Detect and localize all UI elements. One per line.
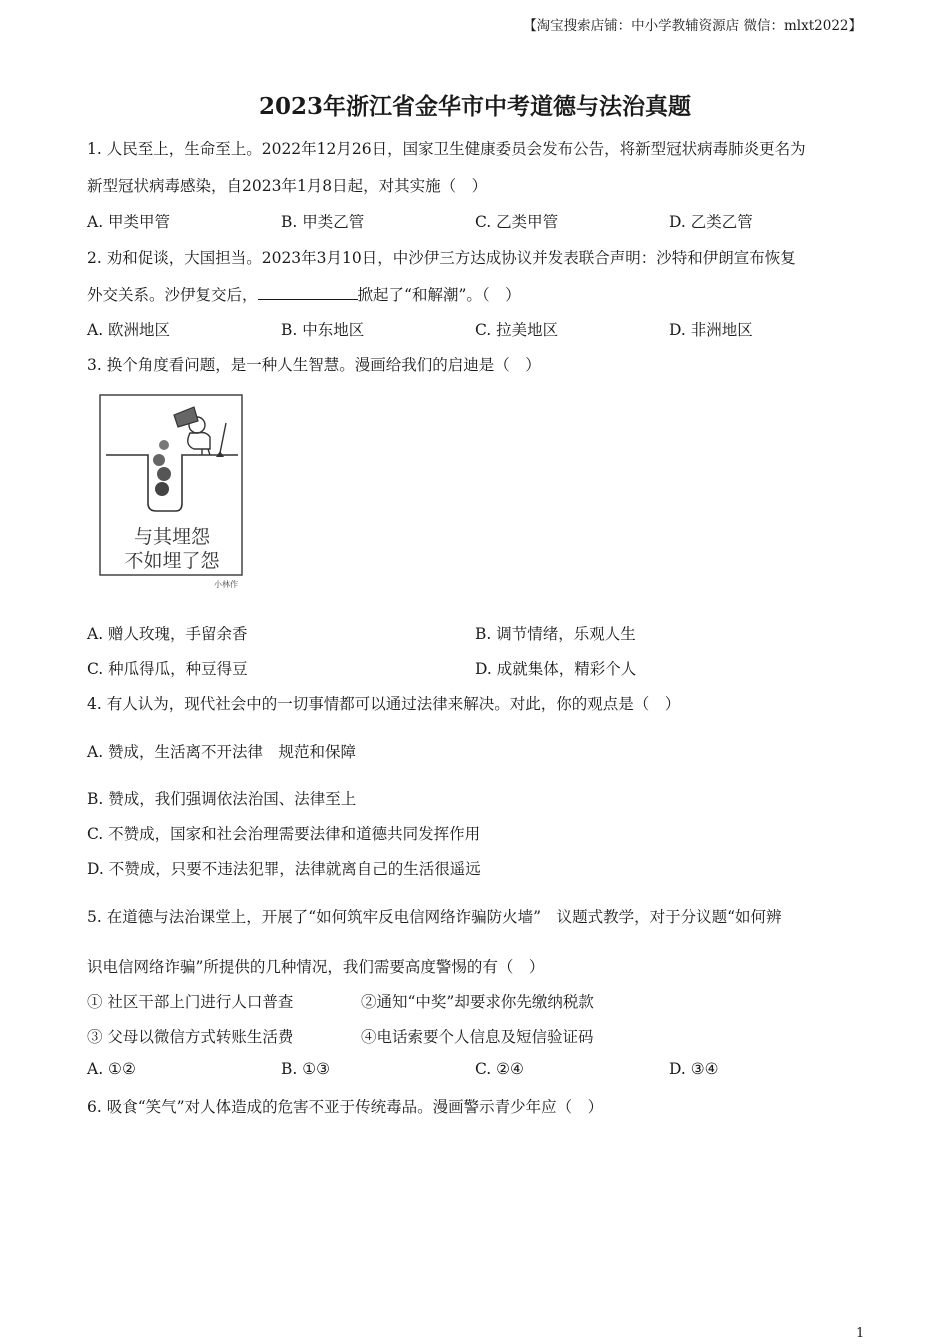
fill-blank xyxy=(258,285,358,300)
q3-option-a: A. 赠人玫瑰，手留余香 xyxy=(87,625,248,643)
q2-option-a: A. 欧洲地区 xyxy=(87,321,171,339)
ball-icon xyxy=(159,440,169,450)
page-header: 【淘宝搜索店铺：中小学教辅资源店 微信：mlxt2022】 xyxy=(523,18,862,34)
page-number: 1 xyxy=(856,1326,865,1341)
cartoon-author: 小林作 xyxy=(214,580,238,589)
q1-option-a: A. 甲类甲管 xyxy=(87,213,171,231)
q6-text-line1: 6. 吸食“笑气”对人体造成的危害不亚于传统毒品。漫画警示青少年应（ ） xyxy=(87,1098,604,1116)
ball-icon xyxy=(153,454,165,466)
cartoon-caption-2: 不如埋了怨 xyxy=(124,550,220,572)
page-title: 2023年浙江省金华市中考道德与法治真题 xyxy=(258,93,691,120)
q2-text-line1: 2. 劝和促谈，大国担当。2023年3月10日，中沙伊三方达成协议并发表联合声明：沙特和伊朗宣布恢复 xyxy=(87,249,796,267)
cartoon-caption-1: 与其埋怨 xyxy=(133,526,211,548)
q5-item-1: ① 社区干部上门进行人口普查 xyxy=(87,993,294,1011)
q2-text-line2 xyxy=(87,283,521,305)
q1-option-b: B. 甲类乙管 xyxy=(281,213,365,231)
q5-item-2: ②通知“中奖”却要求你先缴纳税款 xyxy=(361,993,594,1011)
q4-option-a: A. 赞成，生活离不开法律 规范和保障 xyxy=(87,743,357,761)
q3-option-b: B. 调节情绪，乐观人生 xyxy=(475,625,636,643)
cartoon-image xyxy=(98,393,248,593)
q5-text-line1: 5. 在道德与法治课堂上，开展了“如何筑牢反电信网络诈骗防火墙” 议题式教学，对于分议题“如何辨 xyxy=(87,908,782,926)
q3-option-d: D. 成就集体，精彩个人 xyxy=(475,660,637,678)
q5-option-a: A. ①② xyxy=(87,1060,136,1078)
q4-option-c: C. 不赞成，国家和社会治理需要法律和道德共同发挥作用 xyxy=(87,825,481,843)
q5-option-b: B. ①③ xyxy=(281,1060,331,1078)
q2-text-line2-pre: 外交关系。沙伊复交后， xyxy=(87,286,258,304)
q5-option-c: C. ②④ xyxy=(475,1060,524,1078)
q5-item-4: ④电话索要个人信息及短信验证码 xyxy=(361,1028,594,1046)
ball-icon xyxy=(157,467,171,481)
q4-option-d: D. 不赞成，只要不违法犯罪，法律就离自己的生活很遥远 xyxy=(87,860,481,878)
q3-option-c: C. 种瓜得瓜，种豆得豆 xyxy=(87,660,248,678)
q5-text-line2: 识电信网络诈骗”所提供的几种情况，我们需要高度警惕的有（ ） xyxy=(87,958,545,976)
q4-text-line1: 4. 有人认为，现代社会中的一切事情都可以通过法律来解决。对此，你的观点是（ ） xyxy=(87,695,681,713)
q2-option-b: B. 中东地区 xyxy=(281,321,365,339)
q4-option-b: B. 赞成，我们强调依法治国、法律至上 xyxy=(87,790,357,808)
q2-option-c: C. 拉美地区 xyxy=(475,321,559,339)
ball-icon xyxy=(155,482,169,496)
q5-item-3: ③ 父母以微信方式转账生活费 xyxy=(87,1028,294,1046)
q3-text-line1: 3. 换个角度看问题，是一种人生智慧。漫画给我们的启迪是（ ） xyxy=(87,356,541,374)
q1-option-c: C. 乙类甲管 xyxy=(475,213,559,231)
q5-option-d: D. ③④ xyxy=(669,1060,719,1078)
q2-option-d: D. 非洲地区 xyxy=(669,321,753,339)
cartoon-frame xyxy=(100,395,242,575)
q2-text-line2-post: 掀起了“和解潮”。（ ） xyxy=(357,286,521,304)
q1-option-d: D. 乙类乙管 xyxy=(669,213,753,231)
q1-text-line2: 新型冠状病毒感染，自2023年1月8日起，对其实施（ ） xyxy=(87,177,488,195)
q1-text-line1: 1. 人民至上，生命至上。2022年12月26日，国家卫生健康委员会发布公告，将新型冠状病毒肺炎更名为 xyxy=(87,140,806,158)
